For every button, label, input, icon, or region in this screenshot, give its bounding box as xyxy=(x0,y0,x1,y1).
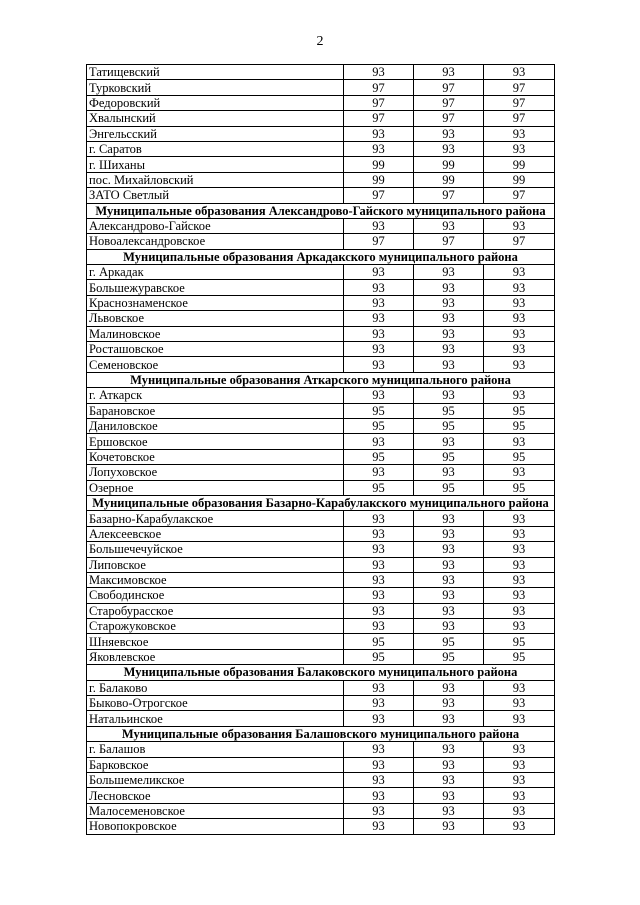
table-row xyxy=(87,311,555,326)
value-cell-3: 97 xyxy=(484,188,555,203)
value-cell-2: 93 xyxy=(414,511,484,526)
table-row xyxy=(87,588,555,603)
municipality-name: Быково-Отрогское xyxy=(87,696,344,711)
value-cell-3: 95 xyxy=(484,449,555,464)
value-cell-2: 93 xyxy=(414,680,484,695)
value-cell-1: 93 xyxy=(344,265,414,280)
value-cell-2: 97 xyxy=(414,80,484,95)
value-cell-2: 93 xyxy=(414,711,484,726)
value-cell-1: 97 xyxy=(344,80,414,95)
value-cell-3: 95 xyxy=(484,480,555,495)
value-cell-2: 93 xyxy=(414,603,484,618)
municipality-name: Большечечуйское xyxy=(87,542,344,557)
value-cell-2: 93 xyxy=(414,388,484,403)
municipality-name: г. Балаково xyxy=(87,680,344,695)
value-cell-3: 93 xyxy=(484,280,555,295)
section-header-row xyxy=(87,372,555,387)
municipality-name: Барковское xyxy=(87,757,344,772)
value-cell-2: 93 xyxy=(414,772,484,787)
value-cell-3: 93 xyxy=(484,680,555,695)
municipality-name: Старобурасское xyxy=(87,603,344,618)
value-cell-3: 97 xyxy=(484,95,555,110)
value-cell-3: 93 xyxy=(484,218,555,233)
value-cell-1: 93 xyxy=(344,572,414,587)
municipality-name: Лесновское xyxy=(87,788,344,803)
table-row xyxy=(87,742,555,757)
value-cell-2: 93 xyxy=(414,65,484,80)
municipality-name: г. Шиханы xyxy=(87,157,344,172)
value-cell-3: 93 xyxy=(484,326,555,341)
table-row xyxy=(87,788,555,803)
value-cell-1: 93 xyxy=(344,757,414,772)
value-cell-1: 95 xyxy=(344,649,414,664)
value-cell-2: 93 xyxy=(414,557,484,572)
table-body xyxy=(87,65,555,835)
municipality-name: Росташовское xyxy=(87,342,344,357)
value-cell-3: 99 xyxy=(484,172,555,187)
municipality-name: Озерное xyxy=(87,480,344,495)
table-row xyxy=(87,680,555,695)
value-cell-1: 93 xyxy=(344,511,414,526)
value-cell-1: 93 xyxy=(344,280,414,295)
value-cell-3: 93 xyxy=(484,342,555,357)
table-row xyxy=(87,172,555,187)
value-cell-2: 95 xyxy=(414,480,484,495)
value-cell-1: 99 xyxy=(344,172,414,187)
value-cell-1: 93 xyxy=(344,542,414,557)
value-cell-2: 97 xyxy=(414,188,484,203)
value-cell-3: 93 xyxy=(484,757,555,772)
table-row xyxy=(87,326,555,341)
value-cell-1: 97 xyxy=(344,188,414,203)
municipality-name: Новопокровское xyxy=(87,819,344,834)
value-cell-3: 97 xyxy=(484,234,555,249)
table-row xyxy=(87,265,555,280)
value-cell-3: 93 xyxy=(484,311,555,326)
value-cell-2: 93 xyxy=(414,126,484,141)
municipality-name: Малиновское xyxy=(87,326,344,341)
municipal-table xyxy=(86,64,555,835)
value-cell-2: 93 xyxy=(414,588,484,603)
municipality-name: Старожуковское xyxy=(87,619,344,634)
value-cell-1: 93 xyxy=(344,680,414,695)
section-title: Муниципальные образования Александрово-Гайского муниципального района xyxy=(87,203,555,218)
value-cell-2: 99 xyxy=(414,172,484,187)
section-header-row xyxy=(87,495,555,510)
municipality-name: Краснознаменское xyxy=(87,295,344,310)
value-cell-2: 93 xyxy=(414,141,484,156)
municipality-name: Максимовское xyxy=(87,572,344,587)
value-cell-1: 97 xyxy=(344,111,414,126)
table-row xyxy=(87,603,555,618)
municipality-name: Свободинское xyxy=(87,588,344,603)
table-row xyxy=(87,188,555,203)
value-cell-2: 93 xyxy=(414,342,484,357)
value-cell-1: 99 xyxy=(344,157,414,172)
value-cell-2: 93 xyxy=(414,311,484,326)
value-cell-3: 93 xyxy=(484,65,555,80)
value-cell-3: 93 xyxy=(484,542,555,557)
table-row xyxy=(87,80,555,95)
value-cell-2: 97 xyxy=(414,111,484,126)
value-cell-3: 93 xyxy=(484,603,555,618)
value-cell-3: 93 xyxy=(484,588,555,603)
table-row xyxy=(87,819,555,834)
municipality-name: Александрово-Гайское xyxy=(87,218,344,233)
table-row xyxy=(87,634,555,649)
value-cell-1: 93 xyxy=(344,526,414,541)
value-cell-3: 93 xyxy=(484,265,555,280)
value-cell-1: 93 xyxy=(344,788,414,803)
value-cell-2: 93 xyxy=(414,572,484,587)
value-cell-2: 93 xyxy=(414,788,484,803)
municipality-name: Лопуховское xyxy=(87,465,344,480)
value-cell-2: 95 xyxy=(414,449,484,464)
value-cell-2: 93 xyxy=(414,742,484,757)
table-row xyxy=(87,803,555,818)
value-cell-2: 95 xyxy=(414,649,484,664)
value-cell-3: 95 xyxy=(484,649,555,664)
value-cell-1: 93 xyxy=(344,218,414,233)
section-title: Муниципальные образования Аркадакского муниципального района xyxy=(87,249,555,264)
municipality-name: Новоалександровское xyxy=(87,234,344,249)
value-cell-3: 93 xyxy=(484,803,555,818)
municipality-name: Татищевский xyxy=(87,65,344,80)
table-row xyxy=(87,480,555,495)
municipality-name: Семеновское xyxy=(87,357,344,372)
value-cell-3: 99 xyxy=(484,157,555,172)
municipality-name: Барановское xyxy=(87,403,344,418)
municipality-name: Яковлевское xyxy=(87,649,344,664)
municipality-name: Большемеликское xyxy=(87,772,344,787)
municipality-name: Большежуравское xyxy=(87,280,344,295)
value-cell-2: 93 xyxy=(414,803,484,818)
value-cell-3: 97 xyxy=(484,111,555,126)
value-cell-1: 93 xyxy=(344,326,414,341)
value-cell-3: 93 xyxy=(484,526,555,541)
value-cell-3: 93 xyxy=(484,772,555,787)
value-cell-2: 93 xyxy=(414,465,484,480)
value-cell-2: 93 xyxy=(414,326,484,341)
value-cell-2: 93 xyxy=(414,757,484,772)
value-cell-2: 97 xyxy=(414,234,484,249)
value-cell-1: 97 xyxy=(344,234,414,249)
value-cell-2: 99 xyxy=(414,157,484,172)
table-row xyxy=(87,434,555,449)
table-row xyxy=(87,403,555,418)
value-cell-2: 93 xyxy=(414,696,484,711)
value-cell-3: 93 xyxy=(484,819,555,834)
value-cell-3: 93 xyxy=(484,742,555,757)
municipality-name: Турковский xyxy=(87,80,344,95)
municipality-name: Ершовское xyxy=(87,434,344,449)
table-row xyxy=(87,357,555,372)
section-title: Муниципальные образования Базарно-Карабулакского муниципального района xyxy=(87,495,555,510)
value-cell-3: 95 xyxy=(484,418,555,433)
table-row xyxy=(87,511,555,526)
value-cell-1: 93 xyxy=(344,357,414,372)
table-row xyxy=(87,295,555,310)
value-cell-1: 93 xyxy=(344,588,414,603)
municipality-name: г. Саратов xyxy=(87,141,344,156)
section-header-row xyxy=(87,665,555,680)
municipality-name: Шняевское xyxy=(87,634,344,649)
section-header-row xyxy=(87,249,555,264)
table-row xyxy=(87,280,555,295)
table-row xyxy=(87,542,555,557)
table-row xyxy=(87,449,555,464)
municipality-name: Базарно-Карабулакское xyxy=(87,511,344,526)
table-row xyxy=(87,465,555,480)
value-cell-2: 93 xyxy=(414,280,484,295)
table-row xyxy=(87,141,555,156)
value-cell-3: 97 xyxy=(484,80,555,95)
municipality-name: г. Аткарск xyxy=(87,388,344,403)
value-cell-1: 95 xyxy=(344,403,414,418)
table-row xyxy=(87,418,555,433)
value-cell-3: 93 xyxy=(484,465,555,480)
municipality-name: Кочетовское xyxy=(87,449,344,464)
table-row xyxy=(87,95,555,110)
section-title: Муниципальные образования Балашовского муниципального района xyxy=(87,726,555,741)
municipality-name: Львовское xyxy=(87,311,344,326)
value-cell-2: 97 xyxy=(414,95,484,110)
value-cell-2: 95 xyxy=(414,634,484,649)
value-cell-1: 95 xyxy=(344,449,414,464)
value-cell-1: 93 xyxy=(344,619,414,634)
value-cell-2: 93 xyxy=(414,526,484,541)
value-cell-3: 95 xyxy=(484,403,555,418)
value-cell-1: 97 xyxy=(344,95,414,110)
table-row xyxy=(87,772,555,787)
municipality-name: Натальинское xyxy=(87,711,344,726)
table-row xyxy=(87,65,555,80)
value-cell-2: 95 xyxy=(414,403,484,418)
value-cell-3: 93 xyxy=(484,434,555,449)
page-number: 2 xyxy=(316,34,324,49)
table-row xyxy=(87,557,555,572)
municipality-name: ЗАТО Светлый xyxy=(87,188,344,203)
municipality-name: Липовское xyxy=(87,557,344,572)
section-header-row xyxy=(87,203,555,218)
section-title: Муниципальные образования Балаковского муниципального района xyxy=(87,665,555,680)
value-cell-3: 95 xyxy=(484,634,555,649)
value-cell-2: 93 xyxy=(414,295,484,310)
value-cell-3: 93 xyxy=(484,388,555,403)
table-row xyxy=(87,526,555,541)
value-cell-3: 93 xyxy=(484,788,555,803)
value-cell-2: 93 xyxy=(414,434,484,449)
table-row xyxy=(87,572,555,587)
table-row xyxy=(87,126,555,141)
value-cell-2: 93 xyxy=(414,357,484,372)
value-cell-3: 93 xyxy=(484,711,555,726)
value-cell-1: 93 xyxy=(344,772,414,787)
value-cell-1: 93 xyxy=(344,141,414,156)
table-row xyxy=(87,234,555,249)
value-cell-2: 95 xyxy=(414,418,484,433)
municipality-name: г. Балашов xyxy=(87,742,344,757)
value-cell-3: 93 xyxy=(484,357,555,372)
municipality-name: г. Аркадак xyxy=(87,265,344,280)
value-cell-1: 93 xyxy=(344,742,414,757)
municipality-name: Федоровский xyxy=(87,95,344,110)
value-cell-1: 95 xyxy=(344,480,414,495)
value-cell-1: 93 xyxy=(344,696,414,711)
municipality-name: Даниловское xyxy=(87,418,344,433)
value-cell-3: 93 xyxy=(484,696,555,711)
value-cell-3: 93 xyxy=(484,557,555,572)
municipality-name: Энгельсский xyxy=(87,126,344,141)
table-row xyxy=(87,711,555,726)
value-cell-1: 93 xyxy=(344,819,414,834)
value-cell-1: 93 xyxy=(344,434,414,449)
value-cell-1: 93 xyxy=(344,311,414,326)
section-header-row xyxy=(87,726,555,741)
value-cell-2: 93 xyxy=(414,542,484,557)
value-cell-1: 93 xyxy=(344,342,414,357)
value-cell-1: 93 xyxy=(344,126,414,141)
table-row xyxy=(87,696,555,711)
table-row xyxy=(87,218,555,233)
table-row xyxy=(87,649,555,664)
value-cell-2: 93 xyxy=(414,265,484,280)
value-cell-1: 93 xyxy=(344,465,414,480)
table-row xyxy=(87,388,555,403)
value-cell-1: 93 xyxy=(344,557,414,572)
value-cell-1: 93 xyxy=(344,603,414,618)
value-cell-1: 93 xyxy=(344,65,414,80)
table-row xyxy=(87,342,555,357)
value-cell-1: 95 xyxy=(344,634,414,649)
value-cell-3: 93 xyxy=(484,619,555,634)
value-cell-1: 95 xyxy=(344,418,414,433)
value-cell-1: 93 xyxy=(344,803,414,818)
municipality-name: Алексеевское xyxy=(87,526,344,541)
value-cell-1: 93 xyxy=(344,388,414,403)
value-cell-2: 93 xyxy=(414,218,484,233)
value-cell-2: 93 xyxy=(414,819,484,834)
value-cell-3: 93 xyxy=(484,295,555,310)
value-cell-3: 93 xyxy=(484,141,555,156)
value-cell-3: 93 xyxy=(484,126,555,141)
value-cell-2: 93 xyxy=(414,619,484,634)
section-title: Муниципальные образования Аткарского муниципального района xyxy=(87,372,555,387)
municipality-name: Хвалынский xyxy=(87,111,344,126)
municipality-name: пос. Михайловский xyxy=(87,172,344,187)
value-cell-3: 93 xyxy=(484,572,555,587)
value-cell-1: 93 xyxy=(344,295,414,310)
table-row xyxy=(87,757,555,772)
value-cell-3: 93 xyxy=(484,511,555,526)
municipality-name: Малосеменовское xyxy=(87,803,344,818)
value-cell-1: 93 xyxy=(344,711,414,726)
table-row xyxy=(87,111,555,126)
table-row xyxy=(87,157,555,172)
table-row xyxy=(87,619,555,634)
